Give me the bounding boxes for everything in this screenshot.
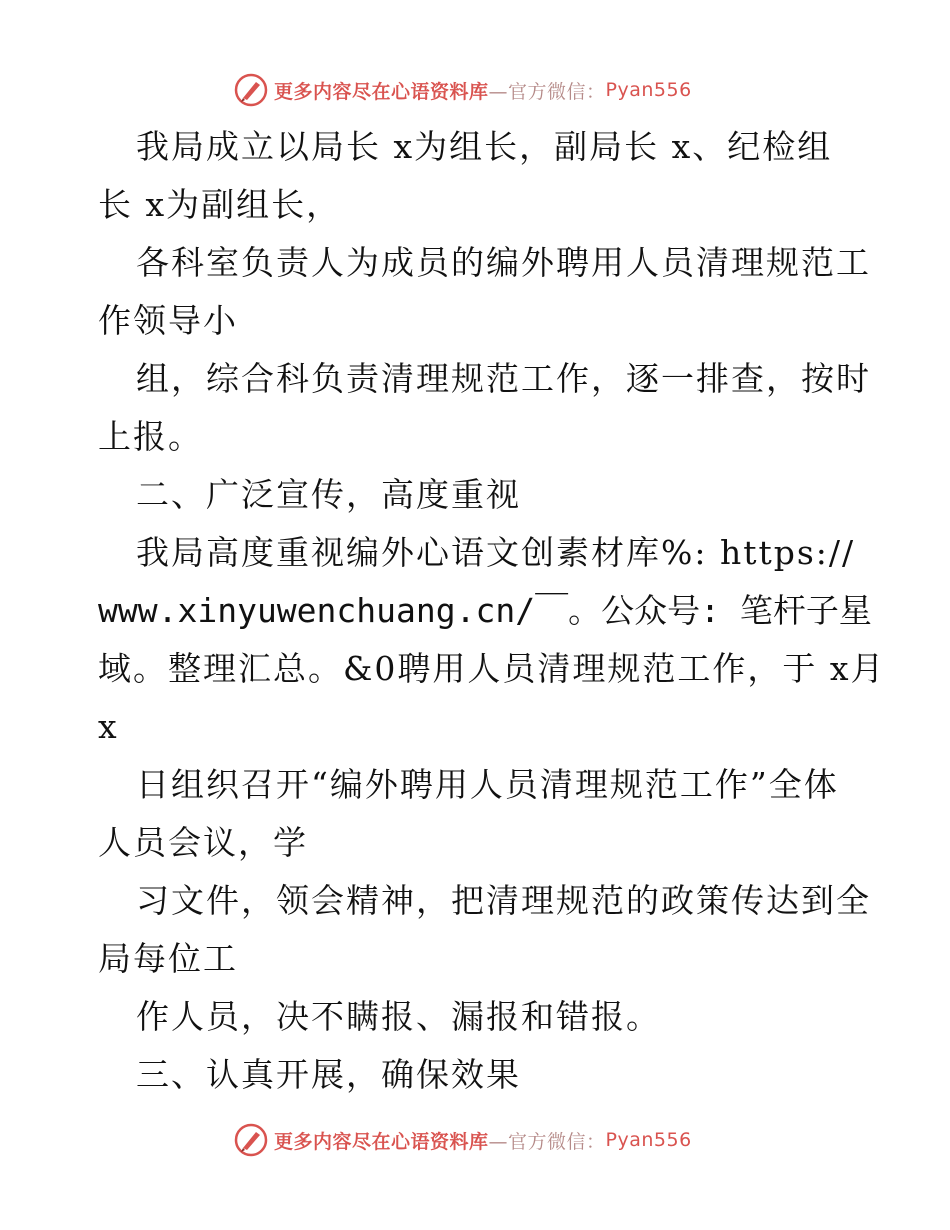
body-line-12: 日组织召开“编外聘用人员清理规范工作”全体 xyxy=(136,765,839,804)
body-line-8: 我局高度重视编外心语文创素材库%: https:// xyxy=(136,533,856,572)
section-heading-2: 二、广泛宣传，高度重视 xyxy=(136,475,521,514)
footer-banner xyxy=(234,1122,692,1158)
header-banner-title: 更多内容尽在心语资料库 xyxy=(274,80,489,103)
body-line-13: 人员会议，学 xyxy=(98,823,308,862)
header-banner-label: —官方微信： xyxy=(488,80,606,103)
body-line-10: 域。整理汇总。&0聘用人员清理规范工作，于 x月 xyxy=(98,649,886,688)
body-line-4: 作领导小 xyxy=(98,301,238,340)
section-heading-3: 三、认真开展，确保效果 xyxy=(136,1055,521,1094)
body-line-14: 习文件，领会精神，把清理规范的政策传达到全 xyxy=(136,881,871,920)
header-banner xyxy=(234,72,692,108)
body-line-1: 我局成立以局长 x为组长，副局长 x、纪检组 xyxy=(136,127,833,166)
body-line-5: 组，综合科负责清理规范工作，逐一排查，按时 xyxy=(136,359,871,398)
header-banner-wechat-id: Pyan556 xyxy=(605,79,692,101)
body-line-9: www.xinyuwenchuang.cn/￣。公众号: 笔杆子星 xyxy=(98,591,872,630)
footer-banner-wechat-id: Pyan556 xyxy=(605,1129,692,1151)
body-line-16: 作人员，决不瞒报、漏报和错报。 xyxy=(136,997,661,1036)
quill-logo-icon xyxy=(234,1123,268,1157)
body-line-15: 局每位工 xyxy=(98,939,238,978)
body-line-6: 上报。 xyxy=(98,417,203,456)
footer-banner-title: 更多内容尽在心语资料库 xyxy=(274,1130,489,1153)
body-line-11: x xyxy=(98,707,119,746)
quill-logo-icon xyxy=(234,73,268,107)
body-line-3: 各科室负责人为成员的编外聘用人员清理规范工 xyxy=(136,243,871,282)
footer-banner-label: —官方微信： xyxy=(488,1130,606,1153)
body-line-2: 长 x为副组长， xyxy=(98,185,342,224)
